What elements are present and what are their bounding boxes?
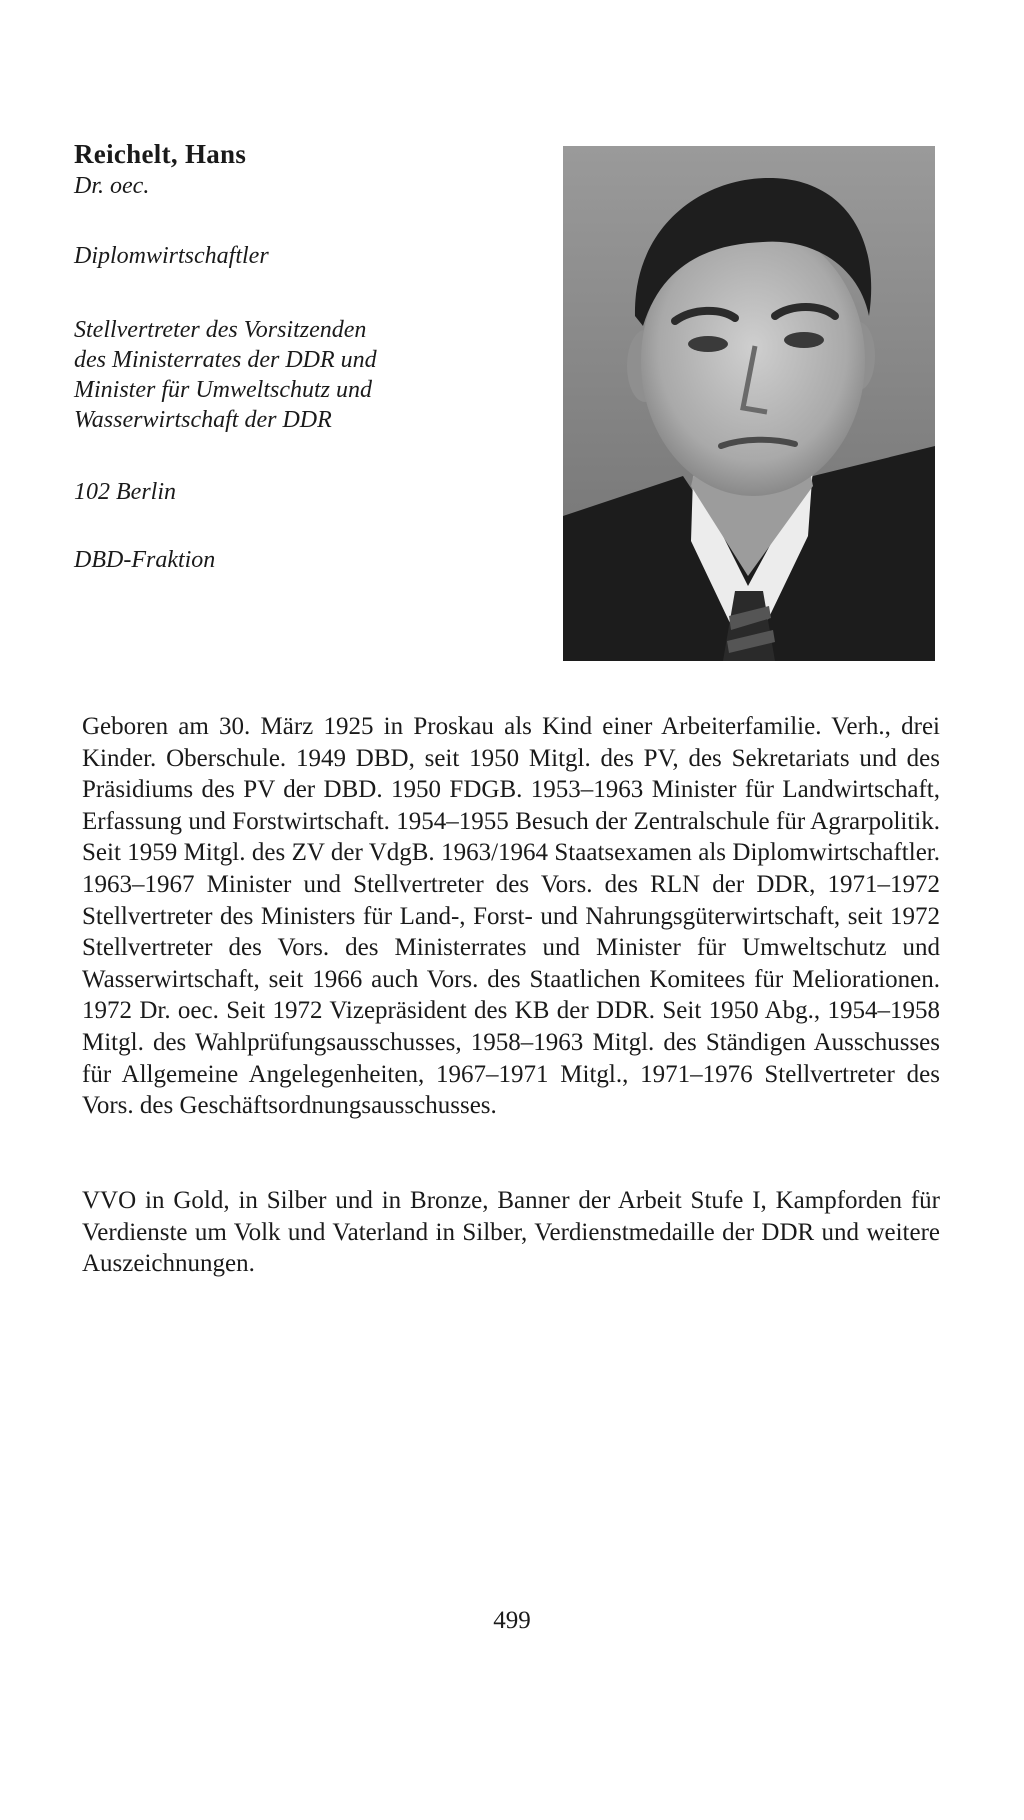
- position-line: des Ministerrates der DDR und: [74, 347, 377, 373]
- biography-text: [82, 711, 940, 1122]
- awards-text: [82, 1185, 940, 1280]
- faction: DBD-Fraktion: [74, 547, 216, 573]
- page-number: 499: [493, 1607, 531, 1634]
- location: 102 Berlin: [74, 479, 176, 505]
- awards-paragraph: VVO in Gold, in Silber und in Bronze, Banner der Arbeit Stufe I, Kampforden für Verdienste um Volk und Vaterland in Silber, Verdienstmedaille der DDR und weitere Auszeichnungen.: [82, 1187, 940, 1278]
- profession: Diplomwirtschaftler: [74, 243, 269, 269]
- position-line: Wasserwirtschaft der DDR: [74, 407, 332, 433]
- entry-header: [74, 137, 544, 575]
- person-name: Reichelt, Hans: [74, 139, 247, 169]
- biography-paragraph: Geboren am 30. März 1925 in Proskau als Kind einer Arbeiterfamilie. Verh., drei Kinder. Oberschule. 1949 DBD, seit 1950 Mitgl. des PV, des Sekretariats und des Präsidiums des PV der DBD. 1950 FDGB. 1953–1963 Minister für Landwirtschaft, Erfassung und Forstwirtschaft. 1954–1955 Besuch der Zentralschule für Agrarpolitik. Seit 1959 Mitgl. des ZV der VdgB. 1963/1964 Staatsexamen als Diplomwirtschaftler. 1963–1967 Minister und Stellvertreter des Vors. des RLN der DDR, 1971–1972 Stellvertreter des Ministers für Land-, Forst- und Nahrungsgüterwirtschaft, seit 1972 Stellvertreter des Vors. des Ministerrates und Minister für Umweltschutz und Wasserwirtschaft, seit 1966 auch Vors. des Staatlichen Komitees für Meliorationen. 1972 Dr. oec. Seit 1972 Vizepräsident des KB der DDR. Seit 1950 Abg., 1954–1958 Mitgl. des Wahlprüfungsausschusses, 1958–1963 Mitgl. des Ständigen Ausschusses für Allgemeine Angelegenheiten, 1967–1971 Mitgl., 1971–1976 Stellvertreter des Vors. des Geschäftsordnungsausschusses.: [82, 713, 940, 1120]
- position-block: [74, 315, 544, 435]
- position-line: Minister für Umweltschutz und: [74, 377, 372, 403]
- academic-degree: Dr. oec.: [74, 173, 150, 199]
- position-line: Stellvertreter des Vorsitzenden: [74, 317, 367, 343]
- portrait-photo: [563, 146, 935, 661]
